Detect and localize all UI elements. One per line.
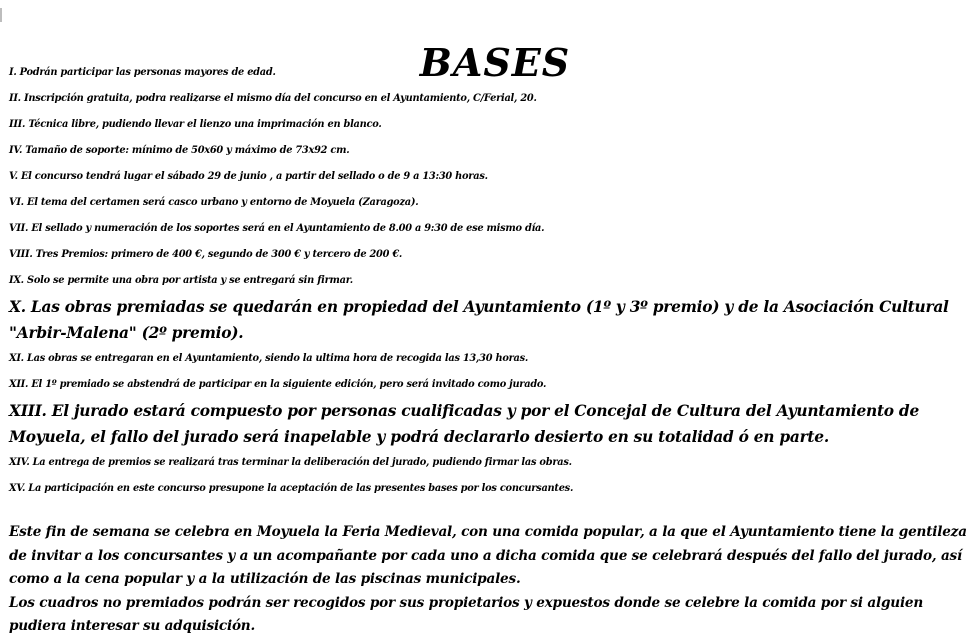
rule-item-9: IX. Solo se permite una obra por artista y se entregará sin firmar. bbox=[9, 275, 353, 286]
notes-section bbox=[9, 521, 974, 639]
rule-item-5: V. El concurso tendrá lugar el sábado 29 de junio , a partir del sellado o de 9 a 13:30 horas. bbox=[9, 171, 488, 182]
rule-item-2: II. Inscripción gratuita, podra realizarse el mismo día del concurso en el Ayuntamiento, C/Ferial, 20. bbox=[9, 93, 537, 104]
page-title: BASES bbox=[419, 40, 571, 86]
rule-item-15: XV. La participación en este concurso presupone la aceptación de las presentes bases por los concursantes. bbox=[9, 483, 574, 494]
rule-item-4: IV. Tamaño de soporte: mínimo de 50x60 y máximo de 73x92 cm. bbox=[9, 145, 350, 156]
rule-item-14: XIV. La entrega de premios se realizará tras terminar la deliberación del jurado, pudiendo firmar las obras. bbox=[9, 457, 572, 468]
rule-item-7: VII. El sellado y numeración de los soportes será en el Ayuntamiento de 8.00 a 9:30 de ese mismo día. bbox=[9, 223, 545, 234]
rule-item-13: XIII. El jurado estará compuesto por personas cualificadas y por el Concejal de Cultura del Ayuntamiento de Moyuela, el fallo del jurado será inapelable y podrá declararlo desierto en su totalidad ó en parte. bbox=[9, 402, 919, 446]
rule-item-10: X. Las obras premiadas se quedarán en propiedad del Ayuntamiento (1º y 3º premio) y de la Asociación Cultural "Arbir-Malena" (2º premio). bbox=[9, 298, 949, 342]
note-paragraph-cuadros: Los cuadros no premiados podrán ser recogidos por sus propietarios y expuestos donde se celebre la comida por si alguien pudiera interesar su adquisición. bbox=[9, 594, 924, 634]
rule-item-11: XI. Las obras se entregaran en el Ayuntamiento, siendo la ultima hora de recogida las 13,30 horas. bbox=[9, 353, 529, 364]
rule-item-12: XII. El 1º premiado se abstendrá de participar en la siguiente edición, pero será invitado como jurado. bbox=[9, 379, 547, 390]
rule-item-3: III. Técnica libre, pudiendo llevar el lienzo una imprimación en blanco. bbox=[9, 119, 382, 130]
rule-item-6: VI. El tema del certamen será casco urbano y entorno de Moyuela (Zaragoza). bbox=[9, 197, 419, 208]
rule-item-8: VIII. Tres Premios: primero de 400 €, segundo de 300 € y tercero de 200 €. bbox=[9, 249, 403, 260]
rule-item-1: I. Podrán participar las personas mayores de edad. bbox=[9, 67, 276, 78]
note-paragraph-feria: Este fin de semana se celebra en Moyuela la Feria Medieval, con una comida popular, a la que el Ayuntamiento tiene la gentileza de invitar a los concursantes y a un acompañante por cada uno a dicha comida que se celebrará después del fallo del jurado, así como a la cena popular y a la utilización de las piscinas municipales. bbox=[9, 524, 967, 587]
edge-mark bbox=[0, 8, 2, 22]
rules-list bbox=[9, 60, 980, 502]
